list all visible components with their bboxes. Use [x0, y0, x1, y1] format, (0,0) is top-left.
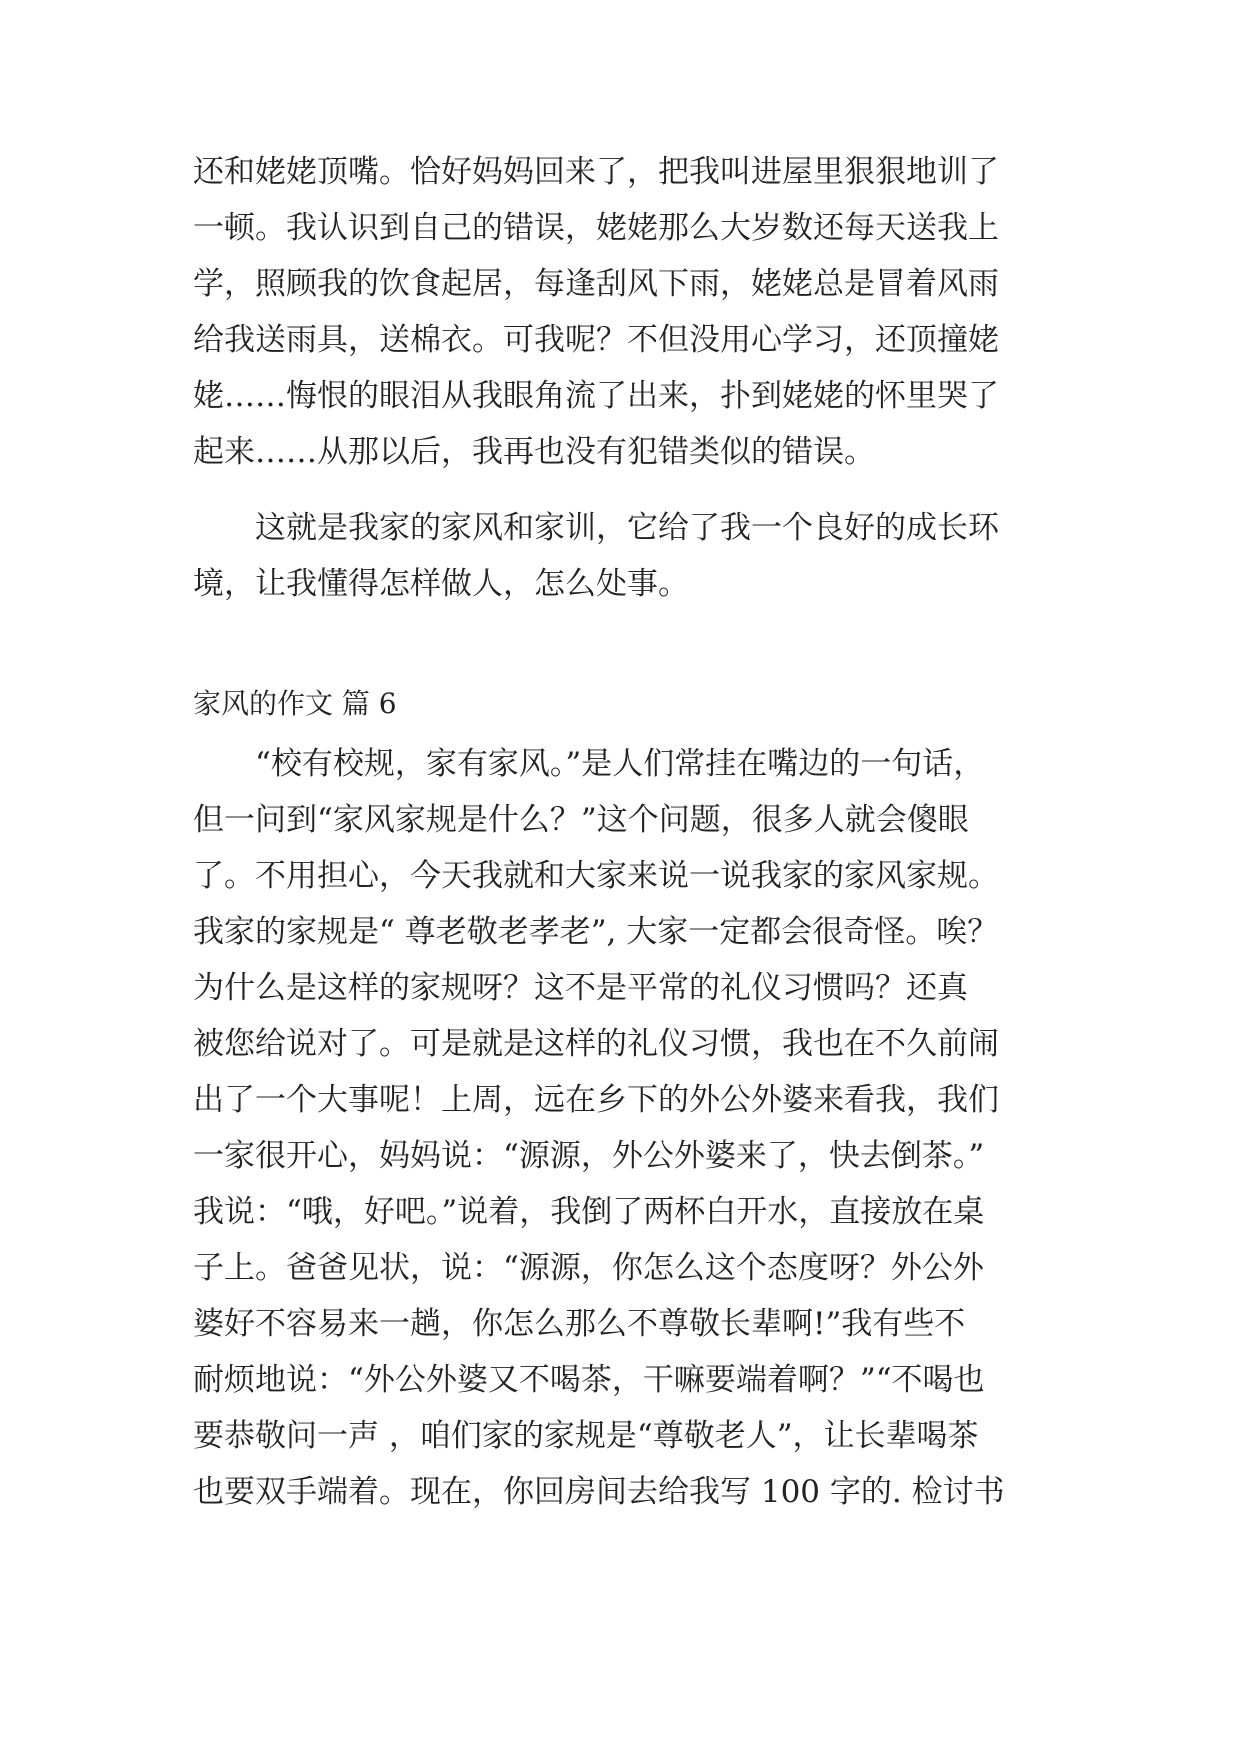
text-line: 了。不用担心，今天我就和大家来说一说我家的家风家规。	[193, 858, 999, 894]
text-line: 一家很开心，妈妈说：“源源，外公外婆来了，快去倒茶。”	[193, 1138, 985, 1174]
text-line: 婆好不容易来一趟，你怎么那么不尊敬长辈啊!”我有些不	[193, 1306, 966, 1342]
text-line: 也要双手端着。现在，你回房间去给我写 100 字的. 检讨书	[193, 1474, 1005, 1510]
text-line: 一顿。我认识到自己的错误，姥姥那么大岁数还每天送我上	[193, 210, 999, 246]
text-line: 学，照顾我的饮食起居，每逢刮风下雨，姥姥总是冒着风雨	[193, 266, 999, 302]
text-line: 我说：“哦，好吧。”说着，我倒了两杯白开水，直接放在桌	[193, 1194, 985, 1230]
text-line: 还和姥姥顶嘴。恰好妈妈回来了，把我叫进屋里狠狠地训了	[193, 154, 999, 190]
text-line: 要恭敬问一声 ，咱们家的家规是“尊敬老人”，让长辈喝茶	[193, 1418, 979, 1454]
text-line: 姥……悔恨的眼泪从我眼角流了出来，扑到姥姥的怀里哭了	[193, 378, 999, 414]
text-line: 境，让我懂得怎样做人，怎么处事。	[193, 566, 689, 602]
text-line: 这就是我家的家风和家训，它给了我一个良好的成长环	[255, 510, 999, 546]
text-line: 我家的家规是“ 尊老敬老孝老”, 大家一定都会很奇怪。唉？	[193, 914, 999, 950]
text-line: 为什么是这样的家规呀？这不是平常的礼仪习惯吗？还真	[193, 970, 968, 1006]
text-line: 起来……从那以后，我再也没有犯错类似的错误。	[193, 434, 875, 470]
text-line: 但一问到“家风家规是什么？”这个问题，很多人就会傻眼	[193, 802, 969, 838]
text-line: “校有校规，家有家风。”是人们常挂在嘴边的一句话，	[255, 746, 985, 782]
text-line: 出了一个大事呢！上周，远在乡下的外公外婆来看我，我们	[193, 1082, 999, 1118]
section-heading: 家风的作文 篇 6	[193, 687, 397, 720]
text-line: 给我送雨具，送棉衣。可我呢？不但没用心学习，还顶撞姥	[193, 322, 999, 358]
text-line: 子上。爸爸见状，说：“源源，你怎么这个态度呀？外公外	[193, 1250, 984, 1286]
text-line: 耐烦地说：“外公外婆又不喝茶，干嘛要端着啊？”“不喝也	[193, 1362, 985, 1398]
text-line: 被您给说对了。可是就是这样的礼仪习惯，我也在不久前闹	[193, 1026, 999, 1062]
